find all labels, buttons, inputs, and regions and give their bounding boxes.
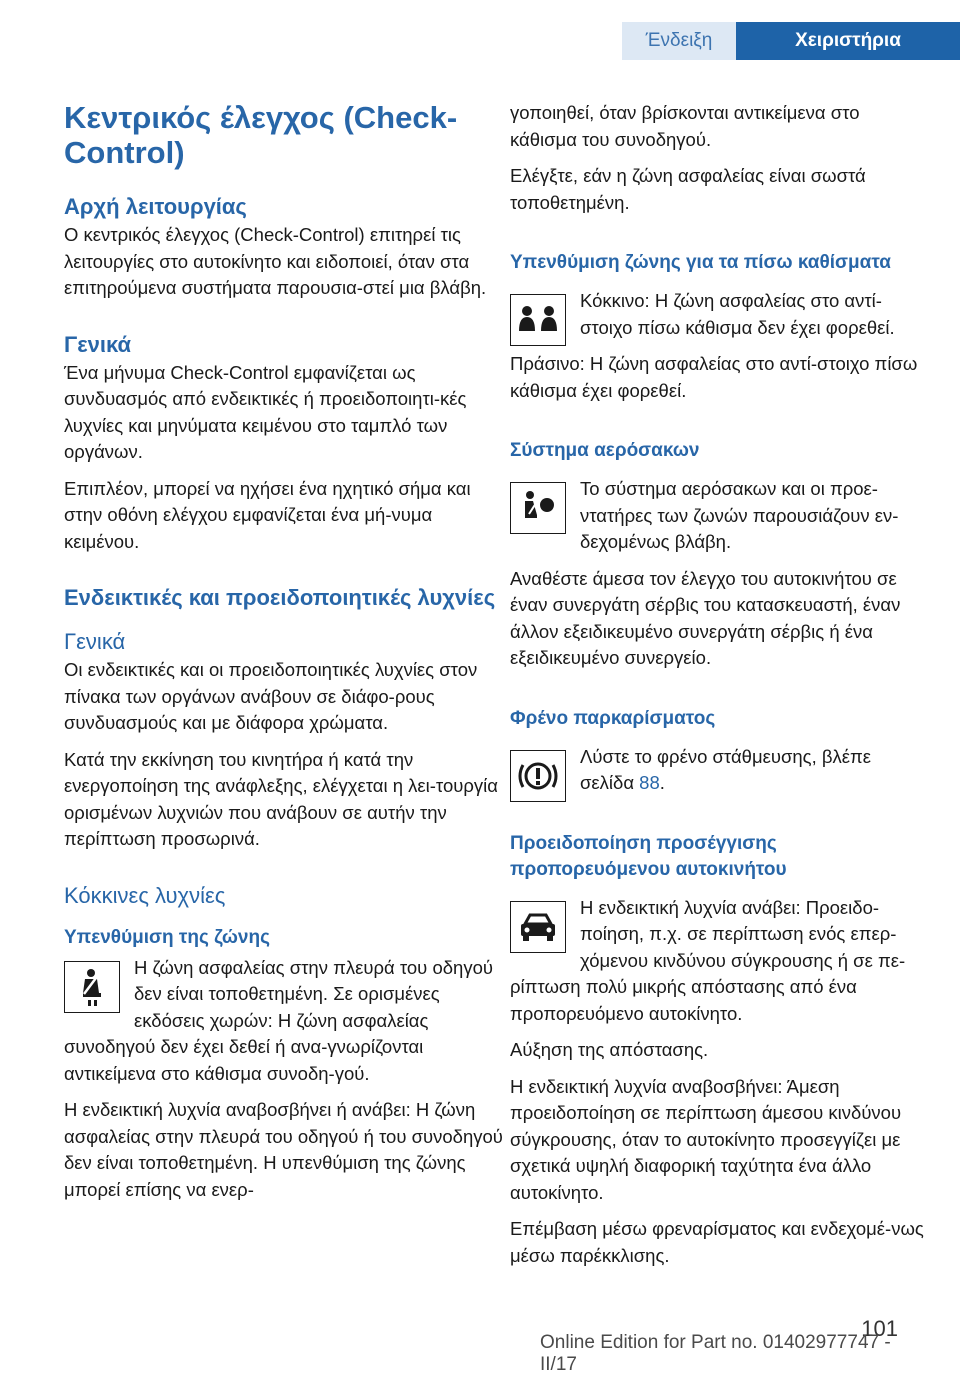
edition-footer: Online Edition for Part no. 01402977747 - II/17: [540, 1332, 891, 1375]
tab-controls[interactable]: Χειριστήρια: [736, 22, 960, 60]
section-heading-parking-brake: Φρένο παρκαρίσματος: [510, 707, 716, 729]
collision-warning-block: [510, 895, 930, 1038]
paragraph: γοποιηθεί, όταν βρίσκονται αντικείμενα στο κάθισμα του συνοδηγού.: [510, 102, 860, 150]
paragraph: Η ενδεικτική λυχνία αναβοσβήνει: Άμεση προειδοποίηση σε περίπτωση άμεσου κινδύνου σύγκρουσης, όταν το αυτοκίνητο προσεγγίζει με σχετικά υψηλή διαφορική ταχύτητα ένα άλλο αυτοκίνητο.: [510, 1075, 902, 1203]
paragraph: Το σύστημα αερόσακων και οι προε-ντατήρες των ζωνών παρουσιάζουν εν-δεχομένως βλάβη.: [580, 478, 899, 552]
paragraph: Η ενδεικτική λυχνία ανάβει: Προειδο-ποίηση, π.χ. σε περίπτωση ενός επερ-χόμενου κινδύνου σύγκρουσης ή σε πε-ρίπτωση πολύ μικρής απόστασης από ένα προπορευόμενο αυτοκίνητο.: [510, 896, 906, 1024]
paragraph: Η ζώνη ασφαλείας στην πλευρά του οδηγού δεν είναι τοποθετημένη. Σε ορισμένες εκδόσεις χωρών: Η ζώνη ασφαλείας συνοδηγού δεν έχει δεθεί ή ανα-γνωρίζονται αντικείμενα στο κάθισμα συνοδη-γού.: [64, 956, 493, 1084]
subsection-heading-seatbelt: Υπενθύμιση της ζώνης: [64, 926, 270, 948]
page-title: Κεντρικός έλεγχος (Check-Control): [64, 100, 458, 170]
paragraph: Αναθέστε άμεσα τον έλεγχο του αυτοκινήτου σε έναν συνεργάτη σέρβις του κατασκευαστή, έναν άλλον εξειδικευμένο συνεργάτη σέρβις ή ένα εξειδικευμένο συνεργείο.: [510, 567, 901, 668]
section-heading-airbag: Σύστημα αερόσακων: [510, 440, 700, 461]
paragraph: Κατά την εκκίνηση του κινητήρα ή κατά την ενεργοποίηση της ανάφλεξης, ελέγχεται η λει-τουργία ορισμένων λυχνιών που ανάβουν σε αυτήν την περίπτωση προσωρινά.: [64, 748, 498, 849]
section-heading-red-lamps: Κόκκινες λυχνίες: [64, 882, 226, 908]
seatbelt-block: [64, 955, 504, 1098]
seatbelt-icon: [64, 961, 120, 1013]
brake-text-end: .: [659, 772, 665, 793]
section-heading-collision-warning: Προειδοποίηση προσέγγισης προπορευόμενου αυτοκινήτου: [510, 832, 787, 880]
paragraph: Ένα μήνυμα Check-Control εμφανίζεται ως συνδυασμός από ενδεικτικές ή προειδοποιητι-κές λυχνίες και μηνύματα κειμένου στο ταμπλό των οργάνων.: [64, 361, 467, 462]
paragraph: Πράσινο: Η ζώνη ασφαλείας στο αντί-στοιχο πίσω κάθισμα έχει φορεθεί.: [510, 353, 918, 401]
paragraph: Αύξηση της απόστασης.: [510, 1039, 709, 1060]
page-link-88[interactable]: 88: [639, 772, 660, 793]
parking-brake-block: [510, 744, 930, 807]
rear-seatbelt-icon: [510, 294, 566, 346]
section-heading-general: Γενικά: [64, 331, 132, 357]
paragraph: Οι ενδεικτικές και οι προειδοποιητικές λυχνίες στον πίνακα των οργάνων ανάβουν σε διάφο-ρους συνδυασμούς και με διάφορα χρώματα.: [64, 659, 478, 733]
paragraph: Ο κεντρικός έλεγχος (Check-Control) επιτηρεί τις λειτουργίες στο αυτοκίνητο και ειδοποιεί, όταν στα επιτηρούμενα συστήματα παρουσια-στεί μια βλάβη.: [64, 224, 487, 298]
left-column: [64, 100, 504, 1213]
paragraph: Κόκκινο: Η ζώνη ασφαλείας στο αντί-στοιχο πίσω κάθισμα δεν έχει φορεθεί.: [580, 290, 895, 338]
airbag-block: [510, 476, 930, 566]
paragraph: Ελέγξτε, εάν η ζώνη ασφαλείας είναι σωστά τοποθετημένη.: [510, 165, 866, 213]
section-heading-rear-seatbelt: Υπενθύμιση ζώνης για τα πίσω καθίσματα: [510, 252, 891, 273]
brake-text: Λύστε το φρένο στάθμευσης, βλέπε σελίδα: [580, 745, 872, 793]
section-heading-lamps: Ενδεικτικές και προειδοποιητικές λυχνίες: [64, 585, 496, 610]
paragraph: Επέμβαση μέσω φρεναρίσματος και ενδεχομέ-νως μέσω παρέκκλισης.: [510, 1218, 924, 1266]
right-column: [510, 100, 930, 1279]
collision-warning-icon: [510, 901, 566, 953]
parking-brake-icon: [510, 750, 566, 802]
section-heading-principle: Αρχή λειτουργίας: [64, 194, 247, 219]
header-tabs: [622, 22, 960, 60]
page-number: 101: [861, 1316, 898, 1341]
paragraph: Επιπλέον, μπορεί να ηχήσει ένα ηχητικό σήμα και στην οθόνη ελέγχου εμφανίζεται ένα μή-νυμα κειμένου.: [64, 477, 471, 552]
paragraph: Η ενδεικτική λυχνία αναβοσβήνει ή ανάβει: Η ζώνη ασφαλείας στην πλευρά του οδηγού ή του συνοδηγού δεν είναι τοποθετημένη. Η υπενθύμιση της ζώνης μπορεί επίσης να ενερ-: [64, 1099, 503, 1200]
airbag-icon: [510, 482, 566, 534]
tab-index[interactable]: Ένδειξη: [622, 22, 736, 60]
subsection-heading-general: Γενικά: [64, 629, 126, 654]
rear-seatbelt-block: [510, 288, 930, 351]
paragraph: [510, 744, 930, 797]
